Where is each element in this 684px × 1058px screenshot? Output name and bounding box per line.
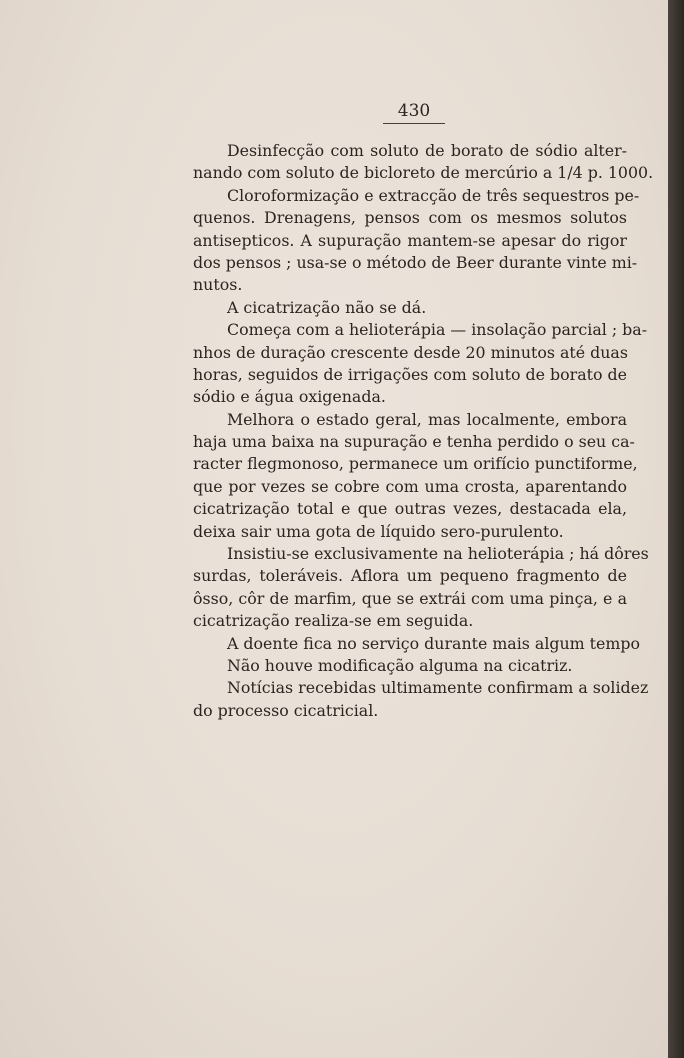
text-line: cicatrização realiza-se em seguida. <box>193 611 474 631</box>
page-number-rule <box>383 123 445 124</box>
text-line: dos pensos ; usa-se o método de Beer durante vinte mi- <box>193 252 638 272</box>
text-line: surdas, toleráveis. Aflora um pequeno fragmento de <box>193 566 627 586</box>
text-line: Não houve modificação alguma na cicatriz. <box>227 655 573 675</box>
text-line: antisepticos. A supuração mantem-se apesar do rigor <box>193 230 627 250</box>
text-line: nhos de duração crescente desde 20 minutos até duas <box>193 342 628 362</box>
text-line: quenos. Drenagens, pensos com os mesmos solutos <box>193 208 627 228</box>
text-line: nutos. <box>193 275 243 295</box>
text-line: A doente fica no serviço durante mais algum tempo <box>227 633 640 653</box>
text-line: Começa com a helioterápia — insolação parcial ; ba- <box>227 320 648 340</box>
text-line: Desinfecção com soluto de borato de sódio alter- <box>227 141 627 160</box>
text-line: Notícias recebidas ultimamente confirmam a solidez <box>227 678 649 698</box>
page-number: 430 <box>397 101 431 121</box>
text-line: deixa sair uma gota de líquido sero-purulento. <box>193 521 564 541</box>
text-line: ôsso, côr de marfim, que se extrái com uma pinça, e a <box>193 588 627 608</box>
text-line: horas, seguidos de irrigações com soluto de borato de <box>193 364 627 384</box>
text-line: racter flegmonoso, permanece um orifício punctiforme, <box>193 454 638 474</box>
text-line: haja uma baixa na supuração e tenha perdido o seu ca- <box>193 432 635 452</box>
book-edge <box>668 0 684 1058</box>
text-line: Melhora o estado geral, mas localmente, embora <box>227 409 627 429</box>
text-line: sódio e água oxigenada. <box>193 387 386 407</box>
text-line: nando com soluto de bicloreto de mercúrio a 1/4 p. 1000. <box>193 163 654 183</box>
text-line: Cloroformização e extracção de três sequestros pe- <box>227 185 640 205</box>
text-line: do processo cicatricial. <box>193 700 379 720</box>
text-line: Insistiu-se exclusivamente na helioterápia ; há dôres <box>227 544 649 564</box>
text-line: que por vezes se cobre com uma crosta, aparentando <box>193 476 627 496</box>
body-text <box>193 140 654 722</box>
text-line: A cicatrização não se dá. <box>227 297 427 317</box>
text-line: cicatrização total e que outras vezes, destacada ela, <box>193 499 627 519</box>
